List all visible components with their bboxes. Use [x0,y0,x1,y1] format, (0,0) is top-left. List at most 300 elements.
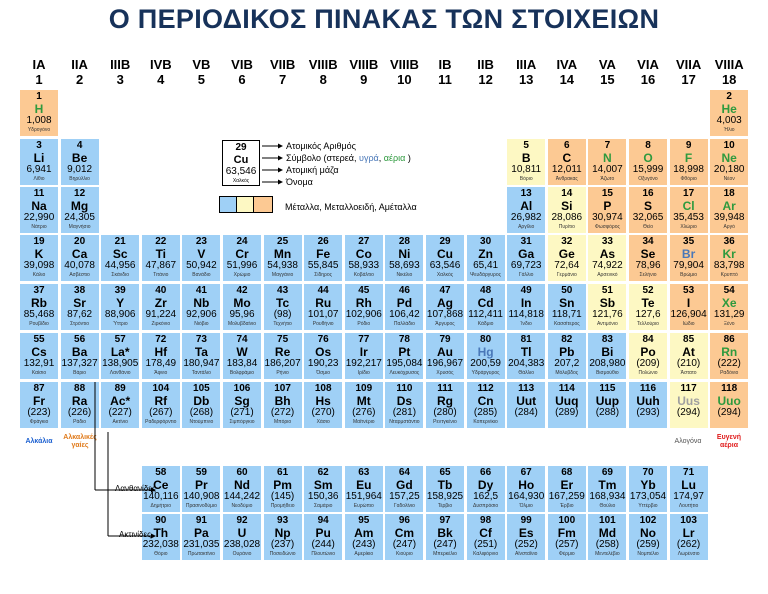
group-number: 2 [75,72,84,87]
element-mass: (259) [636,539,660,550]
element-mass: 55,845 [307,260,339,271]
element-mass: 168,934 [589,491,626,502]
element-name: Κρυπτό [720,272,738,278]
element-name: Τιτάνιο [153,272,169,278]
element-symbol: Ce [153,478,169,492]
element-mass: 192,217 [345,358,382,369]
element-mass: (223) [27,407,51,418]
element-symbol: Y [116,296,125,310]
element-symbol: W [236,345,248,359]
element-number: 27 [358,236,370,247]
element-number: 31 [520,236,532,247]
element-mass: 180,947 [183,358,220,369]
element-symbol: Fe [316,247,331,261]
element-symbol: Mg [70,199,89,213]
element-mass: 58,693 [389,260,420,271]
element-symbol: Ti [155,247,167,261]
element-symbol: Pd [396,296,413,310]
element-number: 116 [639,383,657,394]
element-mass: 208,980 [589,358,626,369]
element-mass: (262) [676,539,701,550]
element-mass: 4,003 [716,115,742,126]
element-name: Φράγκιο [29,419,49,425]
element-number: 89 [114,383,126,394]
element-name: Νεοδύμιο [231,503,253,509]
key-label-symbol: Σύμβολο (στερεά, υγρά, αέρια ) [286,153,411,163]
element-number: 72 [155,334,167,345]
element-name: Έρβιο [560,503,574,509]
group-number: 5 [197,72,205,87]
group-roman: IIA [71,57,88,72]
element-mass: 15,999 [632,164,664,175]
element-number: 110 [396,383,413,394]
element-mass: 58,933 [348,260,380,271]
element-number: 59 [195,467,207,478]
element-mass: (251) [473,539,498,550]
element-mass: 174,97 [673,491,704,502]
element-name: Ρεντγκένιο [433,419,457,425]
element-number: 86 [723,334,735,345]
element-symbol: Dy [477,478,494,492]
element-mass: 140,116 [143,491,179,502]
element-number: 115 [599,383,616,394]
element-name: Σαμάριο [313,503,333,509]
element-number: 55 [33,334,45,345]
element-symbol: Bi [601,345,614,359]
element-number: 53 [683,285,695,296]
element-mass: 30,974 [592,212,623,223]
element-number: 108 [314,383,332,394]
element-symbol: Os [315,345,332,359]
element-mass: (285) [473,407,498,418]
element-number: 112 [477,383,494,394]
element-number: 37 [33,285,45,296]
element-name: Μολυβδαίνιο [227,321,257,327]
element-name: Αϊνσταΐνιο [515,551,538,557]
element-number: 68 [561,467,573,478]
element-mass: (272) [270,407,295,418]
element-number: 44 [317,285,329,296]
element-mass: (268) [189,407,214,418]
element-mass: 132,91 [23,358,55,369]
element-mass: 32,065 [632,212,664,223]
element-name: Ταντάλιο [191,370,211,376]
element-name: Νέον [723,176,735,182]
element-symbol: Mo [233,296,251,310]
element-number: 100 [558,515,576,526]
element-name: Γερμάνιο [556,272,577,278]
element-symbol: Mn [273,247,292,261]
element-name: Μπόριο [274,419,292,425]
element-number: 91 [195,515,207,526]
element-number: 79 [439,334,451,345]
element-name: Ρήνιο [276,370,289,376]
element-name: Γαδολίνιο [393,503,415,509]
element-symbol: V [197,247,206,261]
element-name: Καίσιο [31,370,47,376]
element-mass: 91,224 [145,309,177,320]
element-number: 83 [601,334,613,345]
element-mass: 200,59 [470,358,501,369]
element-symbol: Np [274,526,291,540]
element-name: Άργυρος [435,321,455,327]
element-symbol: H [34,102,44,116]
element-name: Λίθιο [33,176,45,182]
element-name: Παλλάδιο [393,321,415,327]
element-number: 3 [36,140,42,151]
element-symbol: Cd [477,296,494,310]
element-mass: (237) [270,539,295,550]
element-name: Καλιφόρνιο [473,551,499,557]
element-symbol: Nb [193,296,210,310]
element-symbol: La* [110,345,130,359]
element-mass: 231,035 [183,539,220,550]
element-mass: 85,468 [23,309,55,320]
element-name: Νταρμστάντιο [389,419,420,425]
element-mass: 173,054 [629,491,667,502]
element-number: 118 [721,383,738,394]
element-name: Τελλούριο [637,321,659,327]
element-name: Κάδμιο [477,321,494,327]
element-symbol: Sr [73,296,86,310]
element-symbol: P [603,199,612,213]
element-mass: (289) [555,407,579,418]
element-symbol: In [520,296,532,310]
element-mass: (247) [433,539,457,550]
label-alkali: Αλκάλια [25,438,53,445]
element-symbol: Th [153,526,169,540]
element-symbol: Pm [273,478,292,492]
element-symbol: Uuo [717,394,741,408]
element-symbol: Xe [721,296,737,310]
element-number: 51 [601,285,613,296]
element-symbol: Rh [355,296,372,310]
element-number: 17 [683,188,695,199]
element-symbol: Db [193,394,210,408]
element-mass: (145) [270,491,295,502]
element-number: 19 [33,236,45,247]
element-mass: 238,028 [223,539,261,550]
element-mass: 51,996 [226,260,258,271]
element-mass: 101,07 [307,309,339,320]
element-number: 38 [74,285,86,296]
element-symbol: Md [598,526,617,540]
element-symbol: Cn [477,394,494,408]
element-mass: 24,305 [64,212,95,223]
element-mass: (294) [717,407,741,418]
element-symbol: I [686,296,691,310]
element-name: Αργό [723,224,735,230]
element-number: 41 [195,285,207,296]
element-mass: 12,011 [551,164,582,175]
element-number: 105 [193,383,210,394]
element-name: Οξυγόνο [638,176,658,182]
element-name: Ρουθήνιο [312,321,334,327]
element-mass: (270) [311,407,335,418]
element-symbol: Na [31,199,47,213]
element-number: 29 [439,236,451,247]
element-number: 8 [645,140,651,151]
element-name: Ψευδάργυρος [470,272,502,278]
element-number: 66 [480,467,492,478]
element-number: 99 [520,515,532,526]
element-mass: 118,71 [551,309,582,320]
element-number: 71 [683,467,695,478]
element-symbol: Uup [595,394,620,408]
element-mass: 18,998 [673,164,704,175]
element-name: Σελήνιο [639,272,657,278]
element-mass: 158,925 [426,491,464,502]
group-roman: VIIIA [714,57,744,72]
element-symbol: Er [560,478,574,492]
element-name: Δημήτριο [150,503,172,509]
element-mass: 106,42 [389,309,420,320]
element-symbol: Uut [516,394,537,408]
element-number: 76 [317,334,329,345]
element-name: Σκάνδιο [111,272,129,278]
key-name: Χαλκός [232,178,250,184]
element-number: 13 [520,188,532,199]
element-mass: 63,546 [429,260,461,271]
element-number: 58 [155,467,167,478]
group-number: 8 [319,72,327,87]
element-mass: 47,867 [145,260,177,271]
element-symbol: Bk [437,526,453,540]
group-number: 4 [157,72,165,87]
element-number: 80 [480,334,492,345]
element-mass: 137,327 [61,358,98,369]
element-name: Φθόριο [680,176,697,182]
element-name: Κάλιο [32,272,46,278]
element-number: 4 [76,140,83,151]
element-symbol: Pt [398,345,411,359]
element-mass: 232,038 [142,539,179,550]
key-label-name: Όνομα [286,177,313,187]
element-number: 87 [33,383,45,394]
element-symbol: Tl [520,345,532,359]
element-name: Κοπερνίκιο [473,419,498,425]
element-name: Υττέρβιο [638,503,658,509]
element-name: Σίδηρος [314,272,333,278]
element-number: 95 [358,515,370,526]
element-number: 22 [155,236,167,247]
element-symbol: Rb [31,296,47,310]
element-symbol: Ge [558,247,575,261]
element-number: 28 [398,236,410,247]
element-mass: 44,956 [104,260,136,271]
element-symbol: Li [33,151,45,165]
element-number: 24 [236,236,248,247]
element-symbol: Ba [71,345,88,359]
element-name: Φέρμιο [558,551,575,557]
element-mass: (222) [717,358,741,369]
element-symbol: He [721,102,737,116]
element-mass: 121,76 [592,309,623,320]
element-number: 15 [601,188,613,199]
element-symbol: Bh [274,394,291,408]
element-number: 46 [398,285,410,296]
element-mass: 22,990 [23,212,55,223]
label-lanthanides: Λανθανίδες [115,484,156,493]
element-mass: 186,207 [264,358,301,369]
key-label-gas: αέρια [383,153,406,163]
element-mass: 9,012 [67,164,93,175]
label-halogens: Αλογόνα [674,438,702,445]
group-number: 16 [640,72,656,87]
group-number: 9 [360,72,368,87]
element-mass: 114,818 [508,309,544,320]
element-symbol: Pb [559,345,575,359]
element-symbol: Sb [599,296,616,310]
element-name: Ζιρκόνιο [151,321,171,327]
element-number: 18 [723,188,735,199]
element-number: 101 [599,515,616,526]
element-name: Αρσενικό [597,272,618,278]
element-mass: (293) [636,407,660,418]
element-name: Πολώνιο [638,370,658,376]
element-number: 84 [642,334,654,345]
element-name: Ποσειδώνιο [269,551,296,557]
element-name: Ασβέστιο [69,272,90,278]
element-number: 20 [74,236,86,247]
element-name: Πρασινοδύμιο [185,503,217,509]
element-number: 42 [236,285,248,296]
element-symbol: Tb [437,478,453,492]
group-roman: VIIIB [389,57,419,72]
element-mass: 50,942 [186,260,217,271]
element-symbol: Hf [154,345,168,359]
element-name: Λευκόχρυσος [389,370,420,376]
element-name: Πυρίτιο [558,224,575,230]
element-number: 60 [236,467,248,478]
key-mass: 63,546 [225,166,257,177]
element-name: Αμερίκιο [354,551,374,557]
element-number: 98 [480,515,492,526]
key-symbol: Cu [233,154,249,166]
element-symbol: Sm [313,478,333,492]
element-symbol: At [682,345,695,359]
element-name: Όλμιο [519,503,533,509]
element-name: Αργίλιο [518,224,535,230]
element-number: 85 [683,334,695,345]
group-roman: IVB [149,57,172,72]
element-symbol: Sc [112,247,128,261]
element-number: 32 [561,236,573,247]
element-number: 1 [36,91,42,102]
element-number: 61 [277,467,289,478]
group-number: 12 [478,72,493,87]
element-name: Ίνδιο [520,321,532,327]
element-symbol: Fm [557,526,576,540]
element-name: Τεχνήτιο [273,321,292,327]
element-mass: 83,798 [713,260,745,271]
element-symbol: Lu [681,478,696,492]
element-number: 67 [520,467,532,478]
element-symbol: Ar [722,199,736,213]
element-mass: 79,904 [673,260,704,271]
element-mass: 6,941 [26,164,52,175]
element-number: 23 [195,236,207,247]
element-mass: (294) [676,407,701,418]
element-mass: 144,242 [223,491,261,502]
element-mass: 164,930 [508,491,545,502]
element-name: Ουράνιο [232,551,252,557]
element-number: 117 [680,383,697,394]
element-symbol: Ga [518,247,535,261]
element-name: Ρουβίδιο [29,321,49,327]
element-name: Βάριο [73,370,87,376]
element-symbol: Lr [682,526,695,540]
group-roman: VA [598,57,616,72]
element-mass: 107,868 [426,309,464,320]
element-mass: 140,908 [183,491,220,502]
element-name: Κοβάλτιο [353,272,374,278]
element-name: Ευρώπιο [353,503,374,509]
element-symbol: Hs [315,394,331,408]
element-name: Θείο [642,224,653,230]
element-symbol: As [599,247,616,261]
element-name: Άστατο [680,370,697,376]
element-symbol: Zr [154,296,167,310]
group-roman: IA [32,57,46,72]
group-roman: VIIIB [308,57,338,72]
element-name: Κιούριο [396,551,413,557]
element-name: Ραδερφόρντιο [145,419,177,425]
element-symbol: Po [640,345,656,359]
group-roman: VIIB [269,57,296,72]
label-alkaline: Αλκαλικές γαίες [63,434,97,449]
element-name: Θούλιο [599,503,616,509]
element-name: Νομπέλιο [637,551,659,557]
element-mass: 131,29 [713,309,745,320]
element-symbol: Fr [33,394,45,408]
element-symbol: Pr [195,478,208,492]
element-symbol: Hg [477,345,494,359]
element-mass: 88,906 [104,309,136,320]
element-symbol: Gd [396,478,413,492]
element-mass: (284) [514,407,538,418]
element-number: 12 [74,188,86,199]
element-name: Φωσφόρος [594,224,620,230]
element-number: 111 [437,383,453,394]
element-mass: 157,25 [389,491,420,502]
element-name: Μαϊτνέριο [352,419,375,425]
element-symbol: Ta [194,345,208,359]
element-mass: 150,36 [307,491,339,502]
group-roman: VIIA [675,57,702,72]
group-number: 15 [600,72,615,87]
element-symbol: Rg [437,394,453,408]
element-name: Άνθρακας [555,176,578,182]
element-number: 70 [642,467,654,478]
element-name: Υδράργυρος [471,370,500,376]
element-number: 62 [317,467,329,478]
element-symbol: K [34,247,44,261]
element-name: Νάτριο [31,224,47,230]
element-mass: 127,6 [635,309,661,320]
element-symbol: Ne [721,151,737,165]
element-number: 97 [439,515,451,526]
element-number: 88 [74,383,86,394]
element-mass: 10,811 [511,164,542,175]
element-mass: 35,453 [673,212,704,223]
element-mass: (226) [67,407,92,418]
element-name: Νιόβιο [194,321,209,327]
element-name: Ρόδιο [357,321,371,327]
element-name: Ιρίδιο [357,370,370,376]
element-mass: (276) [352,407,376,418]
group-number: 1 [35,72,43,87]
